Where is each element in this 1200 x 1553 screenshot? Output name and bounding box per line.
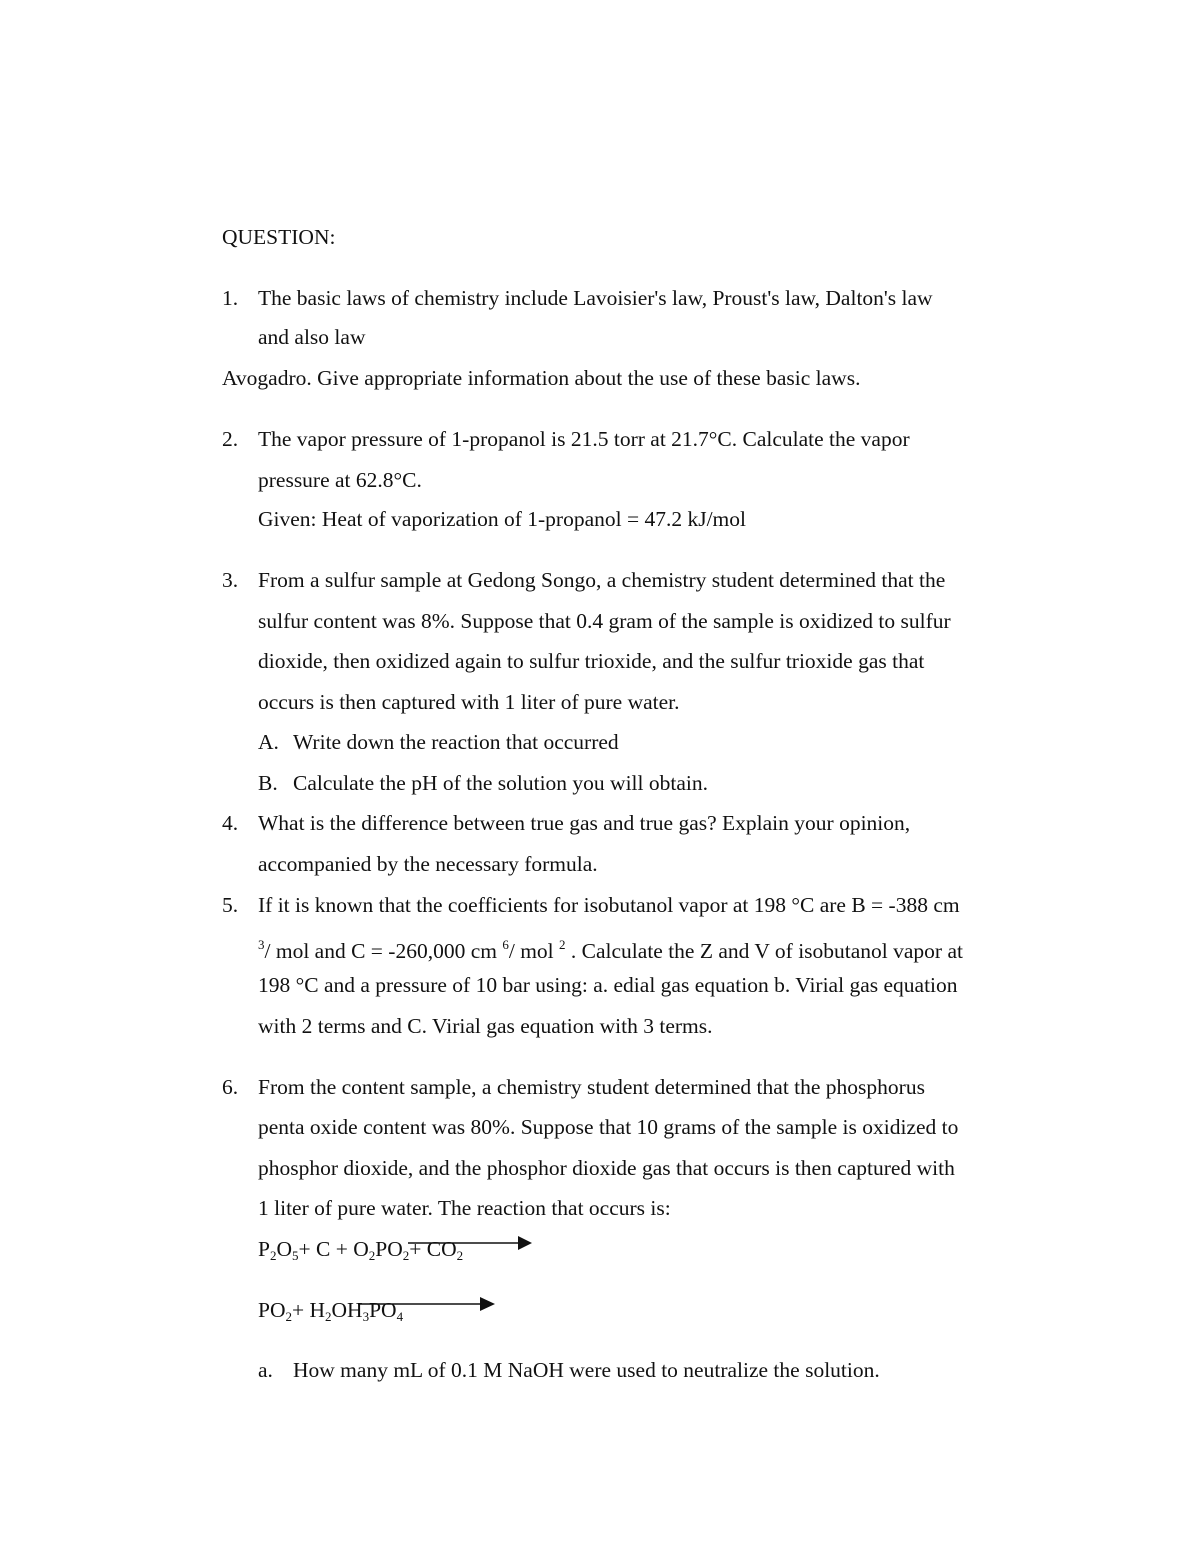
- q3-line1: From a sulfur sample at Gedong Songo, a chemistry student determined that the: [258, 568, 946, 592]
- q6-line4: 1 liter of pure water. The reaction that occurs is:: [258, 1196, 671, 1220]
- eq2-sub-1: 2: [285, 1309, 292, 1324]
- eq1-po: PO: [375, 1237, 403, 1261]
- q6-line3: phosphor dioxide, and the phosphor dioxide gas that occurs is then captured with: [258, 1156, 955, 1180]
- eq1-sub-4: 2: [402, 1248, 410, 1263]
- eq1-sub-5: 2: [456, 1248, 464, 1263]
- eq2-po: PO: [258, 1298, 286, 1322]
- q6-line1: From the content sample, a chemistry student determined that the phosphorus: [258, 1075, 925, 1099]
- eq1-sub-2: 5: [292, 1248, 299, 1263]
- q4-line1: What is the difference between true gas and true gas? Explain your opinion,: [258, 811, 911, 835]
- eq1-rest2: + CO: [409, 1237, 457, 1261]
- eq2-rest1: + H: [291, 1298, 326, 1322]
- eq1-rest1: + C + O: [298, 1237, 369, 1261]
- q1-line1: The basic laws of chemistry include Lavoisier's law, Proust's law, Dalton's law: [258, 286, 933, 310]
- q6-a-text: How many mL of 0.1 M NaOH were used to neutralize the solution.: [293, 1358, 880, 1382]
- q2-number: 2.: [222, 427, 239, 451]
- q1-number: 1.: [222, 286, 239, 310]
- q6-number: 6.: [222, 1075, 239, 1099]
- eq1-o: O: [276, 1237, 292, 1261]
- q3-line4: occurs is then captured with 1 liter of pure water.: [258, 690, 680, 714]
- q4-number: 4.: [222, 811, 239, 835]
- q1-line3: Avogadro. Give appropriate information about the use of these basic laws.: [222, 366, 861, 390]
- eq2-sub-4: 4: [396, 1309, 404, 1324]
- q5-number: 5.: [222, 893, 239, 917]
- q5-line3: 198 °C and a pressure of 10 bar using: a. edial gas equation b. Virial gas equation: [258, 973, 958, 997]
- q3-b-label: B.: [258, 771, 278, 795]
- reaction-arrow-2-icon: [358, 1297, 500, 1317]
- eq2-po4: PO: [369, 1298, 397, 1322]
- q3-line3: dioxide, then oxidized again to sulfur trioxide, and the sulfur trioxide gas that: [258, 649, 925, 673]
- q6-line2: penta oxide content was 80%. Suppose that 10 grams of the sample is oxidized to: [258, 1115, 959, 1139]
- q5-sup-6: 6: [502, 937, 509, 952]
- q5-sup-2: 2: [559, 937, 566, 952]
- q4-line2: accompanied by the necessary formula.: [258, 852, 598, 876]
- q5-line1: If it is known that the coefficients for isobutanol vapor at 198 °C are B = -388 cm: [258, 893, 960, 917]
- q3-b-text: Calculate the pH of the solution you will obtain.: [293, 771, 708, 795]
- question-heading: QUESTION:: [222, 225, 336, 249]
- q5-line2-a: / mol and C = -260,000 cm: [264, 939, 497, 963]
- reaction-arrow-1-icon: [408, 1236, 536, 1256]
- q3-a-text: Write down the reaction that occurred: [293, 730, 619, 754]
- q5-line4: with 2 terms and C. Virial gas equation with 3 terms.: [258, 1014, 713, 1038]
- q2-line2: pressure at 62.8°C.: [258, 468, 422, 492]
- eq2-sub-2: 2: [325, 1309, 332, 1324]
- eq2-sub-3: 3: [362, 1309, 370, 1324]
- q5-line2-b: / mol: [508, 939, 554, 963]
- q2-line1: The vapor pressure of 1-propanol is 21.5 torr at 21.7°C. Calculate the vapor: [258, 427, 910, 451]
- eq1-p: P: [258, 1237, 270, 1261]
- q6-a-label: a.: [258, 1358, 273, 1382]
- q5-line2-c: . Calculate the Z and V of isobutanol vapor at: [570, 939, 963, 963]
- q1-line2: and also law: [258, 325, 366, 349]
- q3-line2: sulfur content was 8%. Suppose that 0.4 gram of the sample is oxidized to sulfur: [258, 609, 951, 633]
- eq1-sub-3: 2: [368, 1248, 376, 1263]
- eq1-sub-1: 2: [269, 1248, 277, 1263]
- q2-line3: Given: Heat of vaporization of 1-propanol = 47.2 kJ/mol: [258, 507, 747, 531]
- q3-a-label: A.: [258, 730, 279, 754]
- q5-sup-3: 3: [258, 937, 265, 952]
- q5-line2: [258, 930, 963, 966]
- q3-number: 3.: [222, 568, 239, 592]
- eq2-oh: OH: [331, 1298, 363, 1322]
